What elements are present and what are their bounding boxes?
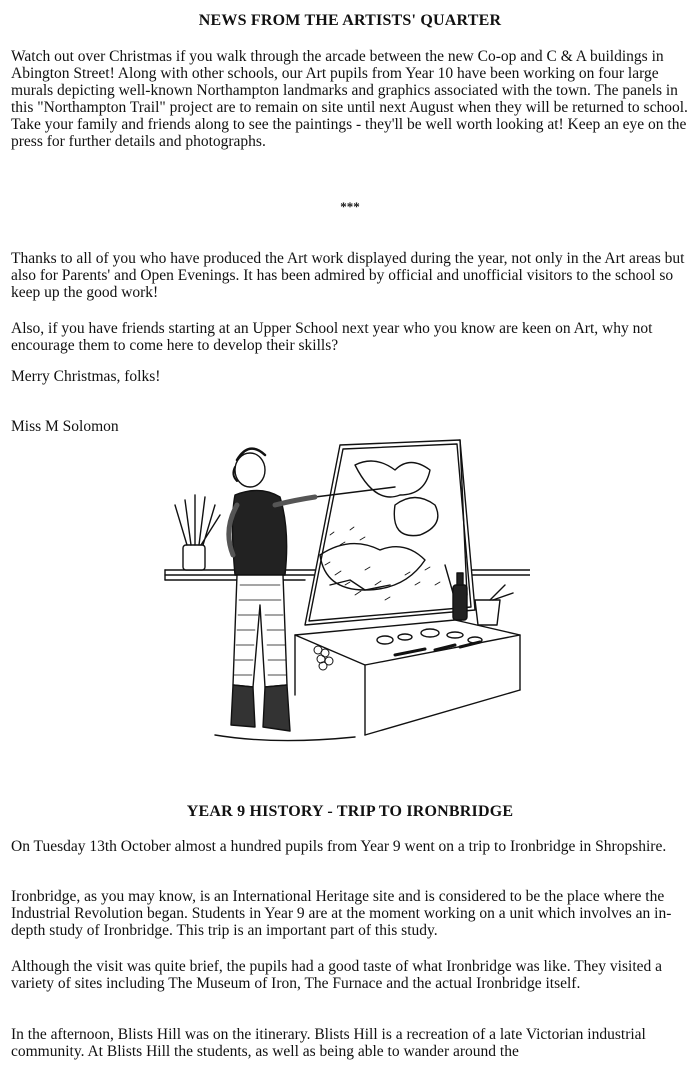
- paragraph-thanks: Thanks to all of you who have produced the Art work displayed during the year, not only in the Art areas but also for Parents' and Open Evenings. It has been admired by official and unofficial visitors to the school so keep up the good work!: [11, 250, 685, 301]
- paragraph-visit-sites: Although the visit was quite brief, the pupils had a good taste of what Ironbridge was like. They visited a variety of sites including The Museum of Iron, The Furnace and the actual Ironbridge itself.: [11, 958, 663, 992]
- paragraph-heritage-site: Ironbridge, as you may know, is an International Heritage site and is considered to be the place where the Industrial Revolution began. Students in Year 9 are at the moment working on a unit which involves an in-depth study of Ironbridge. This trip is an important part of this study.: [11, 888, 672, 939]
- paragraph-merry-christmas: Merry Christmas, folks!: [11, 368, 161, 385]
- signature: Miss M Solomon: [11, 418, 119, 435]
- paragraph-blists-hill: In the afternoon, Blists Hill was on the itinerary. Blists Hill is a recreation of a late Victorian industrial community. At Blists Hill the students, as well as being able to wander around the: [11, 1026, 646, 1060]
- section-title-ironbridge: YEAR 9 HISTORY - TRIP TO IRONBRIDGE: [186, 803, 514, 820]
- paragraph-trip-intro: On Tuesday 13th October almost a hundred pupils from Year 9 went on a trip to Ironbridge in Shropshire.: [11, 838, 667, 855]
- painter-illustration-svg: [155, 435, 530, 750]
- section-title-artists-quarter: NEWS FROM THE ARTISTS' QUARTER: [198, 12, 502, 29]
- separator: ***: [340, 199, 360, 214]
- paragraph-upper-school: Also, if you have friends starting at an Upper School next year who you know are keen on Art, why not encourage them to come here to develop their skills?: [11, 320, 653, 354]
- paragraph-murals: Watch out over Christmas if you walk through the arcade between the new Co-op and C & A buildings in Abington Street! Along with other schools, our Art pupils from Year 10 have been working on four large murals depicting well-known Northampton landmarks and graphics associated with the town. The panels in this "Northampton Trail" project are to remain on site until next August when they will be returned to school. Take your family and friends along to see the paintings - they'll be well worth looking at! Keep an eye on the press for further details and photographs.: [11, 48, 688, 150]
- painter-at-easel-illustration: [155, 435, 530, 750]
